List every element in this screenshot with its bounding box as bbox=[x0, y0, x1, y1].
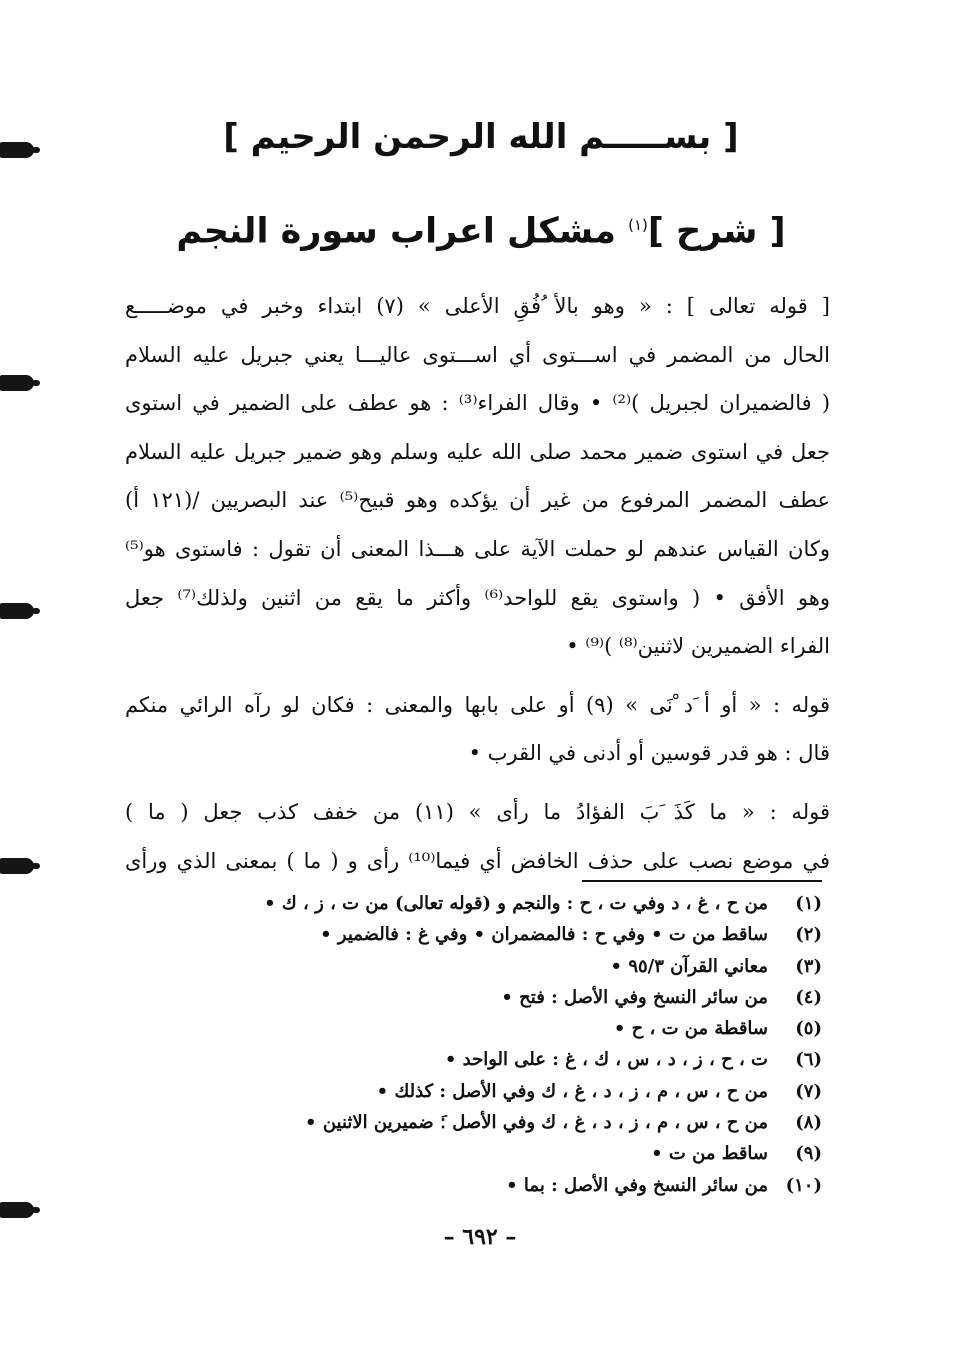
text-line: قوله : « أو أ َد ْنَى » (٩) أو على بابها والمعنى : فكان لو رآه الرائي منكم bbox=[125, 692, 830, 717]
footnote-item bbox=[150, 1107, 822, 1138]
footnote-number: (٧) bbox=[795, 1080, 822, 1102]
footnotes bbox=[150, 888, 822, 1201]
title-main: مشكل اعراب سورة النجم bbox=[176, 211, 616, 252]
footnote-text: ساقطة من ت ، ح • bbox=[613, 1018, 768, 1040]
text-line: عطف المضمر المرفوع من غير أن يؤكده وهو قبيح⁽⁵⁾ عند البصريين /(١٢١ أ) bbox=[125, 488, 830, 513]
page-title bbox=[150, 198, 812, 259]
binding-mark bbox=[0, 142, 34, 158]
text-line: في موضع نصب على حذف الخافض أي فيما⁽¹⁰⁾ رأى و ( ما ) بمعنى الذي ورأى bbox=[125, 848, 830, 873]
footnote-text: معاني القرآن ٩٥/٣ • bbox=[610, 955, 768, 977]
footnote-item bbox=[150, 982, 822, 1013]
footnote-text: من سائر النسخ وفي الأصل : بما • bbox=[506, 1174, 768, 1196]
footnote-number: (٤) bbox=[795, 986, 822, 1008]
title-prefix: [ شرح ] bbox=[647, 211, 786, 252]
paragraph-1 bbox=[125, 282, 830, 671]
footnote-item bbox=[150, 1044, 822, 1075]
footnote-text: ت ، ح ، ز ، د ، س ، ك ، غ : على الواحد • bbox=[444, 1049, 768, 1071]
title-footnote-ref: (١) bbox=[628, 216, 648, 234]
footnote-divider bbox=[582, 880, 822, 882]
text-line: قال : هو قدر قوسين أو أدنى في القرب • bbox=[468, 741, 830, 766]
text-line: الحال من المضمر في اســـتوى أي اســـتوى عاليـــا يعني جبريل عليه السلام bbox=[125, 342, 830, 367]
text-line: وهو الأفق • ( واستوى يقع للواحد⁽⁶⁾ وأكثر ما يقع من اثنين ولذلك⁽⁷⁾ جعل bbox=[125, 585, 830, 610]
main-text bbox=[125, 282, 830, 885]
footnote-item bbox=[150, 1013, 822, 1044]
footnote-number: (٣) bbox=[795, 955, 822, 977]
footnote-number: (١) bbox=[795, 893, 822, 914]
paragraph-2 bbox=[125, 681, 830, 778]
binding-mark bbox=[0, 858, 34, 874]
binding-mark bbox=[0, 1202, 34, 1218]
text-line: ( فالضميران لجبريل )⁽²⁾ • وقال الفراء⁽³⁾ : هو عطف على الضمير في استوى bbox=[125, 391, 830, 416]
page-number: – ٦٩٢ – bbox=[443, 1224, 517, 1250]
paragraph-3 bbox=[125, 788, 830, 885]
footnote-text: من ح ، س ، م ، ز ، د ، غ ، ك وفي الأصل : كذلك • bbox=[376, 1080, 768, 1102]
footnote-number: (٩) bbox=[795, 1143, 822, 1165]
binding-mark bbox=[0, 603, 34, 619]
footnote-text: من ح ، س ، م ، ز ، د ، غ ، ك وفي الأصل :َ ضميرين الاثنين • bbox=[305, 1112, 768, 1134]
footnote-item bbox=[150, 1076, 822, 1107]
footnote-item bbox=[150, 888, 822, 919]
text-line: وكان القياس عندهم لو حملت الآية على هـــذا المعنى أن تقول : فاستوى هو⁽⁵⁾ bbox=[125, 536, 830, 561]
footnote-item bbox=[150, 951, 822, 982]
footnote-number: (٥) bbox=[795, 1018, 822, 1040]
text-line: الفراء الضميرين لاثنين⁽⁸⁾ )⁽⁹⁾ • bbox=[566, 634, 830, 659]
footnote-text: من سائر النسخ وفي الأصل : فتح • bbox=[501, 986, 768, 1008]
footnote-number: (٦) bbox=[795, 1049, 822, 1071]
footnote-number: (١٠) bbox=[785, 1174, 822, 1196]
footnote-number: (٨) bbox=[795, 1112, 822, 1134]
text-line: جعل في استوى ضمير محمد صلى الله عليه وسلم وهو ضمير جبريل عليه السلام bbox=[125, 439, 830, 464]
footnote-item bbox=[150, 919, 822, 950]
footnote-text: ساقط من ت • bbox=[651, 1143, 768, 1165]
footnote-item bbox=[150, 1170, 822, 1201]
footnote-number: (٢) bbox=[795, 924, 822, 946]
footnote-text: ساقط من ت • وفي ح : فالمضمران • وفي غ : فالضمير • bbox=[320, 924, 768, 946]
binding-mark bbox=[0, 375, 34, 391]
text-line: قوله : « ما كَذَ َبَ الفؤادُ ما رأى » (١١) من خفف كذب جعل ( ما ) bbox=[125, 799, 830, 824]
text-line: [ قوله تعالى ] : « وهو بالأ ُفُقِ الأعلى » (٧) ابتداء وخبر في موضـــــع bbox=[125, 294, 830, 318]
basmala-heading: [ بســـــم الله الرحمن الرحيم ] bbox=[223, 117, 739, 157]
footnote-item bbox=[150, 1138, 822, 1169]
footnote-text: من ح ، غ ، د وفي ت ، ح : والنجم و (قوله تعالى) من ت ، ز ، ك • bbox=[264, 893, 768, 914]
